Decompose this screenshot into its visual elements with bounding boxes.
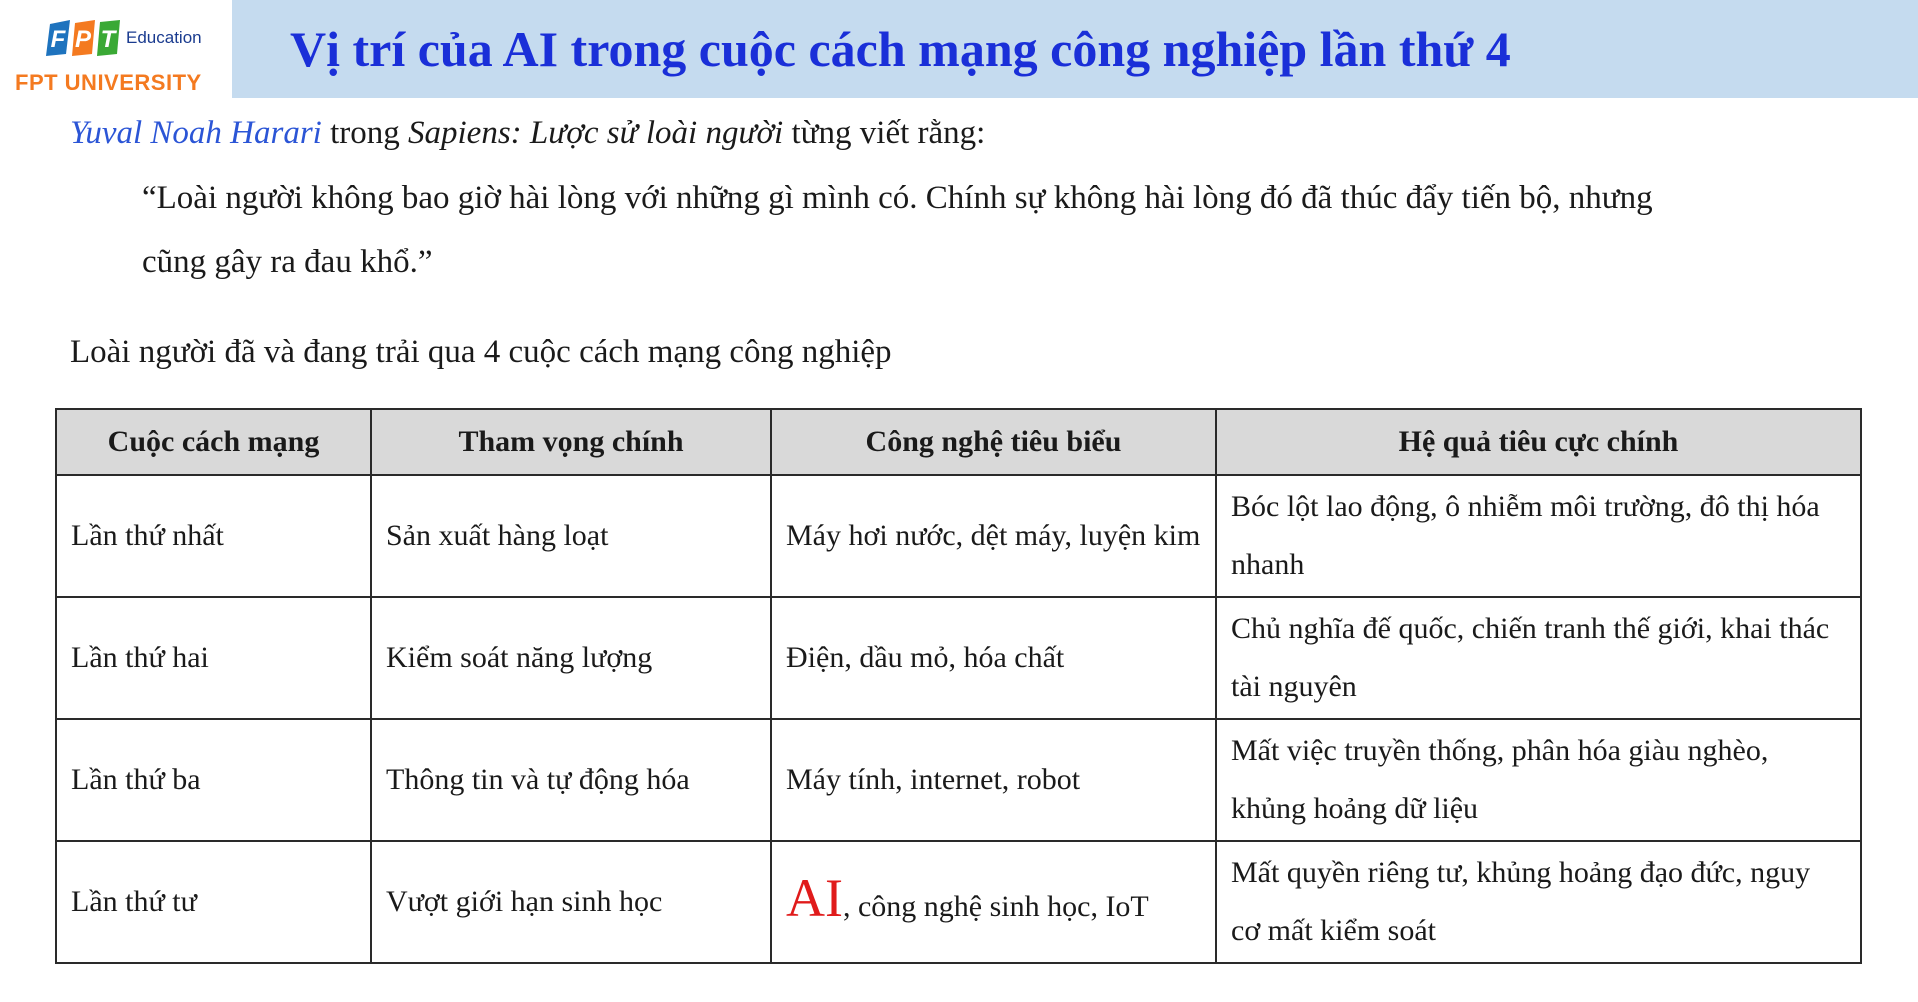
quote-line-2: cũng gây ra đau khổ.” — [142, 244, 433, 280]
svg-text:T: T — [100, 26, 116, 53]
cell-ambition: Vượt giới hạn sinh học — [371, 841, 771, 963]
svg-text:F: F — [50, 26, 66, 53]
table-row — [56, 719, 1861, 841]
ai-highlight: AI — [786, 867, 843, 928]
fpt-logo-icon — [46, 20, 124, 56]
cell-technology: Máy hơi nước, dệt máy, luyện kim — [771, 475, 1216, 597]
logo-education-text: Education — [126, 28, 202, 47]
header-revolution: Cuộc cách mạng — [56, 409, 371, 475]
cell-ambition: Sản xuất hàng loạt — [371, 475, 771, 597]
table-row — [56, 841, 1861, 963]
revolutions-table — [55, 408, 1862, 964]
header-consequence: Hệ quả tiêu cực chính — [1216, 409, 1861, 475]
cell-revolution: Lần thứ tư — [56, 841, 371, 963]
cell-technology — [771, 841, 1216, 963]
cell-consequence: Mất việc truyền thống, phân hóa giàu nghèo, khủng hoảng dữ liệu — [1216, 719, 1861, 841]
cell-ambition: Kiểm soát năng lượng — [371, 597, 771, 719]
book-title: Sapiens: Lược sử loài người — [408, 115, 784, 151]
svg-text:P: P — [74, 26, 92, 53]
header-ambition: Tham vọng chính — [371, 409, 771, 475]
cell-consequence: Chủ nghĩa đế quốc, chiến tranh thế giới, khai thác tài nguyên — [1216, 597, 1861, 719]
cell-technology: Máy tính, internet, robot — [771, 719, 1216, 841]
intro-line — [70, 115, 985, 152]
cell-ambition: Thông tin và tự động hóa — [371, 719, 771, 841]
table-header-row — [56, 409, 1861, 475]
fpt-logo — [0, 0, 232, 98]
cell-revolution: Lần thứ nhất — [56, 475, 371, 597]
page-title: Vị trí của AI trong cuộc cách mạng công nghiệp lần thứ 4 — [290, 21, 1511, 77]
table-row — [56, 597, 1861, 719]
cell-revolution: Lần thứ hai — [56, 597, 371, 719]
author-name: Yuval Noah Harari — [70, 115, 322, 151]
cell-revolution: Lần thứ ba — [56, 719, 371, 841]
cell-consequence: Mất quyền riêng tư, khủng hoảng đạo đức, nguy cơ mất kiểm soát — [1216, 841, 1861, 963]
quote-line-1: “Loài người không bao giờ hài lòng với những gì mình có. Chính sự không hài lòng đó đã thúc đẩy tiến bộ, nhưng — [142, 180, 1653, 216]
header-technology: Công nghệ tiêu biểu — [771, 409, 1216, 475]
header — [0, 0, 1918, 98]
intro-ending: từng viết rằng: — [783, 115, 986, 151]
intro-connector: trong — [321, 115, 409, 151]
summary-text: Loài người đã và đang trải qua 4 cuộc cách mạng công nghiệp — [70, 334, 892, 370]
cell-technology: Điện, dầu mỏ, hóa chất — [771, 597, 1216, 719]
table-row — [56, 475, 1861, 597]
cell-consequence: Bóc lột lao động, ô nhiễm môi trường, đô thị hóa nhanh — [1216, 475, 1861, 597]
logo-university-text: FPT UNIVERSITY — [15, 70, 202, 95]
technology-rest: , công nghệ sinh học, IoT — [842, 889, 1149, 923]
